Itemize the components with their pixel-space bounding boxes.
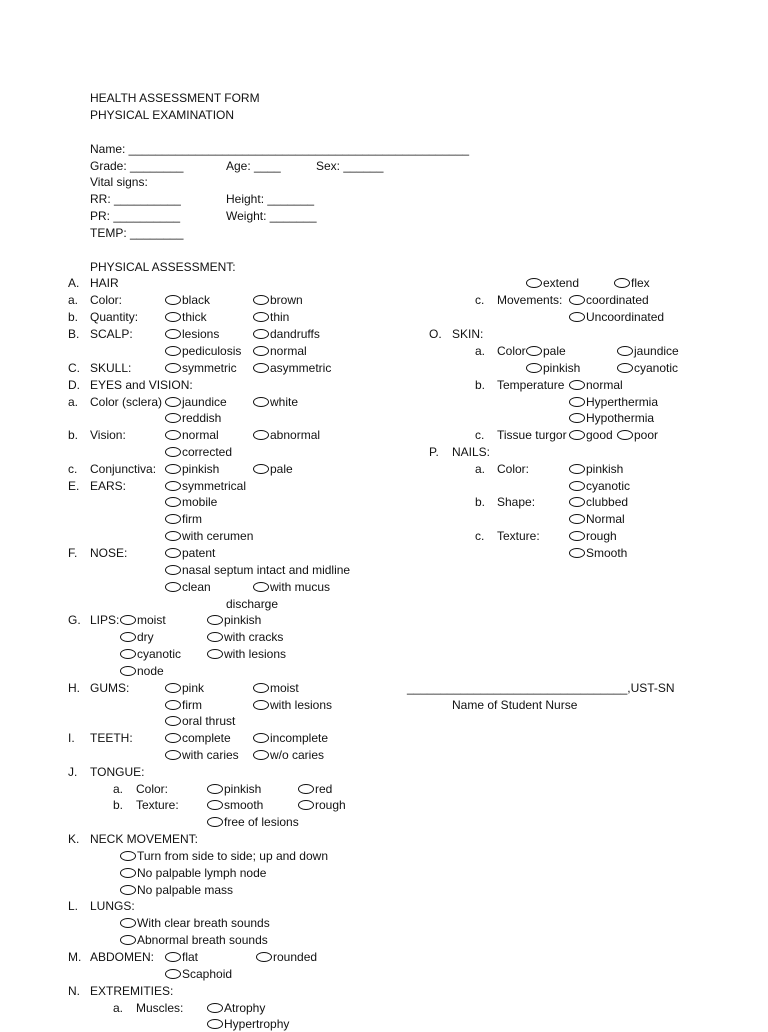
section-mark: N. bbox=[68, 984, 80, 998]
item-mark: a. bbox=[475, 344, 486, 358]
radio-circle-icon bbox=[253, 733, 269, 743]
option-jaundice[interactable]: jaundice bbox=[617, 344, 679, 359]
radio-circle-icon bbox=[569, 312, 585, 322]
radio-circle-icon bbox=[165, 565, 181, 575]
radio-circle-icon bbox=[207, 649, 223, 659]
radio-circle-icon bbox=[569, 464, 585, 474]
radio-circle-icon bbox=[165, 969, 181, 979]
skin-label: SKIN: bbox=[452, 327, 484, 341]
option-hypothermia[interactable]: Hypothermia bbox=[569, 411, 654, 426]
ears-label: EARS: bbox=[90, 479, 127, 493]
option-normal[interactable]: Normal bbox=[569, 512, 625, 527]
radio-circle-icon bbox=[253, 329, 269, 339]
option-corrected[interactable]: corrected bbox=[165, 445, 232, 460]
nails-shape-label: Shape: bbox=[497, 495, 536, 509]
item-mark: b. bbox=[475, 378, 486, 392]
option-pale[interactable]: pale bbox=[253, 462, 293, 477]
extremities-label: EXTREMITIES: bbox=[90, 984, 174, 998]
rr-field[interactable]: RR: __________ bbox=[90, 192, 181, 206]
section-mark: O. bbox=[429, 327, 442, 341]
option-symmetric[interactable]: symmetric bbox=[165, 361, 237, 376]
temp-field[interactable]: TEMP: ________ bbox=[90, 226, 184, 240]
radio-circle-icon bbox=[569, 548, 585, 558]
option-lesions[interactable]: lesions bbox=[165, 327, 219, 342]
radio-circle-icon bbox=[253, 750, 269, 760]
hair-quantity-label: Quantity: bbox=[90, 310, 139, 324]
option-poor[interactable]: poor bbox=[617, 428, 658, 443]
nails-texture-label: Texture: bbox=[497, 529, 540, 543]
radio-circle-icon bbox=[569, 481, 585, 491]
radio-circle-icon bbox=[253, 363, 269, 373]
item-mark: b. bbox=[68, 428, 79, 442]
radio-circle-icon bbox=[253, 312, 269, 322]
radio-circle-icon bbox=[617, 430, 633, 440]
option-red[interactable]: red bbox=[298, 782, 332, 797]
radio-circle-icon bbox=[120, 885, 136, 895]
radio-circle-icon bbox=[120, 632, 136, 642]
radio-circle-icon bbox=[569, 380, 585, 390]
option-uncoordinated[interactable]: Uncoordinated bbox=[569, 310, 664, 325]
item-mark: b. bbox=[475, 495, 486, 509]
option-abnormal-breath-sounds[interactable]: Abnormal breath sounds bbox=[120, 933, 268, 948]
option-good[interactable]: good bbox=[569, 428, 613, 443]
tongue-texture-label: Texture: bbox=[136, 798, 179, 812]
radio-circle-icon bbox=[165, 514, 181, 524]
nose-label: NOSE: bbox=[90, 546, 128, 560]
abdomen-label: ABDOMEN: bbox=[90, 950, 155, 964]
section-mark: C. bbox=[68, 361, 80, 375]
radio-circle-icon bbox=[165, 295, 181, 305]
option-pinkish[interactable]: pinkish bbox=[526, 361, 580, 376]
item-mark: c. bbox=[68, 462, 78, 476]
option-rough[interactable]: rough bbox=[298, 798, 346, 813]
radio-circle-icon bbox=[253, 582, 269, 592]
option-abnormal[interactable]: abnormal bbox=[253, 428, 320, 443]
option-no-lymph-node[interactable]: No palpable lymph node bbox=[120, 866, 266, 881]
radio-circle-icon bbox=[165, 413, 181, 423]
option-moist[interactable]: moist bbox=[120, 613, 166, 628]
radio-circle-icon bbox=[569, 295, 585, 305]
option-rounded[interactable]: rounded bbox=[256, 950, 317, 965]
option-cyanotic[interactable]: cyanotic bbox=[120, 647, 181, 662]
radio-circle-icon bbox=[120, 851, 136, 861]
option-pale[interactable]: pale bbox=[526, 344, 566, 359]
option-normal[interactable]: normal bbox=[253, 344, 307, 359]
radio-circle-icon bbox=[165, 346, 181, 356]
option-cyanotic[interactable]: cyanotic bbox=[617, 361, 678, 376]
item-mark: b. bbox=[113, 798, 124, 812]
section-mark: H. bbox=[68, 681, 80, 695]
assessment-title: PHYSICAL ASSESSMENT: bbox=[90, 260, 236, 274]
section-mark: B. bbox=[68, 327, 80, 341]
radio-circle-icon bbox=[165, 481, 181, 491]
radio-circle-icon bbox=[253, 397, 269, 407]
radio-circle-icon bbox=[120, 649, 136, 659]
hair-color-label: Color: bbox=[90, 293, 123, 307]
option-hyperthermia[interactable]: Hyperthermia bbox=[569, 395, 658, 410]
item-mark: c. bbox=[475, 529, 485, 543]
radio-circle-icon bbox=[207, 1003, 223, 1013]
option-with-cracks[interactable]: with cracks bbox=[207, 630, 283, 645]
option-normal[interactable]: normal bbox=[165, 428, 219, 443]
option-pediculosis[interactable]: pediculosis bbox=[165, 344, 241, 359]
conjunctiva-label: Conjunctiva: bbox=[90, 462, 157, 476]
radio-circle-icon bbox=[165, 363, 181, 373]
skin-temperature-label: Temperature bbox=[497, 378, 565, 392]
tongue-color-label: Color: bbox=[136, 782, 169, 796]
option-cyanotic[interactable]: cyanotic bbox=[569, 479, 630, 494]
radio-circle-icon bbox=[207, 800, 223, 810]
radio-circle-icon bbox=[165, 430, 181, 440]
option-extend[interactable]: extend bbox=[526, 276, 579, 291]
signature-line[interactable]: _________________________________,UST-SN bbox=[407, 681, 675, 695]
section-mark: K. bbox=[68, 832, 80, 846]
weight-field[interactable]: Weight: _______ bbox=[226, 209, 317, 223]
item-mark: b. bbox=[68, 310, 79, 324]
eyes-label: EYES and VISION: bbox=[90, 378, 193, 392]
radio-circle-icon bbox=[120, 666, 136, 676]
radio-circle-icon bbox=[569, 497, 585, 507]
option-firm[interactable]: firm bbox=[165, 512, 202, 527]
pr-field[interactable]: PR: __________ bbox=[90, 209, 181, 223]
radio-circle-icon bbox=[165, 497, 181, 507]
section-mark: F. bbox=[68, 546, 78, 560]
option-atrophy[interactable]: Atrophy bbox=[207, 1001, 265, 1016]
section-mark: D. bbox=[68, 378, 80, 392]
option-with-cerumen[interactable]: with cerumen bbox=[165, 529, 253, 544]
option-no-mass[interactable]: No palpable mass bbox=[120, 883, 233, 898]
option-pinkish[interactable]: pinkish bbox=[207, 782, 261, 797]
option-thin[interactable]: thin bbox=[253, 310, 289, 325]
gums-label: GUMS: bbox=[90, 681, 130, 695]
section-mark: I. bbox=[68, 731, 75, 745]
scalp-label: SCALP: bbox=[90, 327, 133, 341]
radio-circle-icon bbox=[569, 430, 585, 440]
neck-label: NECK MOVEMENT: bbox=[90, 832, 199, 846]
radio-circle-icon bbox=[165, 531, 181, 541]
option-smooth[interactable]: smooth bbox=[207, 798, 263, 813]
radio-circle-icon bbox=[569, 397, 585, 407]
radio-circle-icon bbox=[617, 346, 633, 356]
radio-circle-icon bbox=[253, 683, 269, 693]
option-dandruffs[interactable]: dandruffs bbox=[253, 327, 320, 342]
radio-circle-icon bbox=[165, 447, 181, 457]
option-coordinated[interactable]: coordinated bbox=[569, 293, 649, 308]
item-mark: a. bbox=[68, 395, 79, 409]
radio-circle-icon bbox=[165, 733, 181, 743]
radio-circle-icon bbox=[165, 952, 181, 962]
radio-circle-icon bbox=[253, 464, 269, 474]
radio-circle-icon bbox=[256, 952, 272, 962]
option-symmetrical[interactable]: symmetrical bbox=[165, 479, 246, 494]
option-clear-breath-sounds[interactable]: With clear breath sounds bbox=[120, 916, 270, 931]
vision-label: Vision: bbox=[90, 428, 126, 442]
radio-circle-icon bbox=[165, 464, 181, 474]
option-with-lesions[interactable]: with lesions bbox=[253, 698, 332, 713]
radio-circle-icon bbox=[120, 918, 136, 928]
radio-circle-icon bbox=[526, 278, 542, 288]
section-mark: G. bbox=[68, 613, 81, 627]
radio-circle-icon bbox=[207, 817, 223, 827]
option-thick[interactable]: thick bbox=[165, 310, 207, 325]
radio-circle-icon bbox=[569, 413, 585, 423]
teeth-label: TEETH: bbox=[90, 731, 133, 745]
tongue-label: TONGUE: bbox=[90, 765, 145, 779]
radio-circle-icon bbox=[120, 935, 136, 945]
height-field[interactable]: Height: _______ bbox=[226, 192, 315, 206]
radio-circle-icon bbox=[165, 312, 181, 322]
option-brown[interactable]: brown bbox=[253, 293, 303, 308]
radio-circle-icon bbox=[526, 346, 542, 356]
hair-label: HAIR bbox=[90, 276, 119, 290]
option-pinkish[interactable]: pinkish bbox=[165, 462, 219, 477]
option-moist[interactable]: moist bbox=[253, 681, 299, 696]
radio-circle-icon bbox=[120, 615, 136, 625]
vital-signs-label: Vital signs: bbox=[90, 175, 148, 189]
muscles-label: Muscles: bbox=[136, 1001, 184, 1015]
option-turn-side-to-side[interactable]: Turn from side to side; up and down bbox=[120, 849, 328, 864]
option-hypertrophy[interactable]: Hypertrophy bbox=[207, 1017, 289, 1032]
section-mark: E. bbox=[68, 479, 80, 493]
option-with-mucus[interactable]: with mucus bbox=[253, 580, 330, 595]
option-normal[interactable]: normal bbox=[569, 378, 623, 393]
radio-circle-icon bbox=[165, 329, 181, 339]
nails-color-label: Color: bbox=[497, 462, 530, 476]
option-mobile[interactable]: mobile bbox=[165, 495, 217, 510]
radio-circle-icon bbox=[165, 397, 181, 407]
radio-circle-icon bbox=[120, 868, 136, 878]
form-subtitle: PHYSICAL EXAMINATION bbox=[90, 108, 235, 122]
option-firm[interactable]: firm bbox=[165, 698, 202, 713]
option-clean[interactable]: clean bbox=[165, 580, 211, 595]
radio-circle-icon bbox=[569, 514, 585, 524]
signature-caption: Name of Student Nurse bbox=[452, 698, 578, 712]
option-pinkish[interactable]: pinkish bbox=[207, 613, 261, 628]
option-with-lesions[interactable]: with lesions bbox=[207, 647, 286, 662]
item-mark: a. bbox=[68, 293, 79, 307]
sex-field[interactable]: Sex: ______ bbox=[316, 159, 384, 173]
lips-label: LIPS: bbox=[90, 613, 120, 627]
option-incomplete[interactable]: incomplete bbox=[253, 731, 328, 746]
radio-circle-icon bbox=[165, 700, 181, 710]
option-jaundice[interactable]: jaundice bbox=[165, 395, 227, 410]
skin-color-label: Color bbox=[497, 344, 526, 358]
option-smooth[interactable]: Smooth bbox=[569, 546, 627, 561]
nails-label: NAILS: bbox=[452, 445, 491, 459]
radio-circle-icon bbox=[165, 683, 181, 693]
radio-circle-icon bbox=[253, 700, 269, 710]
radio-circle-icon bbox=[207, 1019, 223, 1029]
item-mark: c. bbox=[475, 293, 485, 307]
radio-circle-icon bbox=[207, 632, 223, 642]
option-nasal-septum[interactable]: nasal septum intact and midline bbox=[165, 563, 350, 578]
lungs-label: LUNGS: bbox=[90, 899, 135, 913]
option-node[interactable]: node bbox=[120, 664, 164, 679]
radio-circle-icon bbox=[165, 548, 181, 558]
option-clubbed[interactable]: clubbed bbox=[569, 495, 628, 510]
radio-circle-icon bbox=[569, 531, 585, 541]
item-mark: a. bbox=[113, 1001, 124, 1015]
radio-circle-icon bbox=[207, 615, 223, 625]
radio-circle-icon bbox=[165, 716, 181, 726]
radio-circle-icon bbox=[298, 784, 314, 794]
radio-circle-icon bbox=[617, 363, 633, 373]
option-asymmetric[interactable]: asymmetric bbox=[253, 361, 331, 376]
option-white[interactable]: white bbox=[253, 395, 298, 410]
section-mark: P. bbox=[429, 445, 439, 459]
option-flat[interactable]: flat bbox=[165, 950, 198, 965]
radio-circle-icon bbox=[526, 363, 542, 373]
item-mark: a. bbox=[113, 782, 124, 796]
section-mark: L. bbox=[68, 899, 79, 913]
section-mark: A. bbox=[68, 276, 80, 290]
option-rough[interactable]: rough bbox=[569, 529, 617, 544]
radio-circle-icon bbox=[165, 582, 181, 592]
option-oral-thrust[interactable]: oral thrust bbox=[165, 714, 235, 729]
radio-circle-icon bbox=[253, 295, 269, 305]
radio-circle-icon bbox=[207, 784, 223, 794]
item-mark: a. bbox=[475, 462, 486, 476]
option-pink[interactable]: pink bbox=[165, 681, 204, 696]
option-reddish[interactable]: reddish bbox=[165, 411, 221, 426]
tissue-turgor-label: Tissue turgor bbox=[497, 428, 567, 442]
option-complete[interactable]: complete bbox=[165, 731, 231, 746]
radio-circle-icon bbox=[253, 346, 269, 356]
radio-circle-icon bbox=[298, 800, 314, 810]
section-mark: M. bbox=[68, 950, 82, 964]
option-without-caries[interactable]: w/o caries bbox=[253, 748, 324, 763]
option-patent[interactable]: patent bbox=[165, 546, 215, 561]
option-flex[interactable]: flex bbox=[614, 276, 650, 291]
radio-circle-icon bbox=[165, 750, 181, 760]
age-field[interactable]: Age: ____ bbox=[226, 159, 281, 173]
option-with-caries[interactable]: with caries bbox=[165, 748, 239, 763]
option-dry[interactable]: dry bbox=[120, 630, 154, 645]
radio-circle-icon bbox=[614, 278, 630, 288]
option-free-of-lesions[interactable]: free of lesions bbox=[207, 815, 299, 830]
sclera-label: Color (sclera) bbox=[90, 395, 163, 409]
option-pinkish[interactable]: pinkish bbox=[569, 462, 623, 477]
form-title: HEALTH ASSESSMENT FORM bbox=[90, 91, 260, 105]
item-mark: c. bbox=[475, 428, 485, 442]
grade-field[interactable]: Grade: ________ bbox=[90, 159, 184, 173]
option-scaphoid[interactable]: Scaphoid bbox=[165, 967, 232, 982]
movements-label: Movements: bbox=[497, 293, 563, 307]
radio-circle-icon bbox=[253, 430, 269, 440]
section-mark: J. bbox=[68, 765, 78, 779]
skull-label: SKULL: bbox=[90, 361, 132, 375]
option-black[interactable]: black bbox=[165, 293, 210, 308]
discharge-text: discharge bbox=[226, 597, 279, 611]
name-field[interactable]: Name: ___________________________________________________ bbox=[90, 142, 470, 156]
